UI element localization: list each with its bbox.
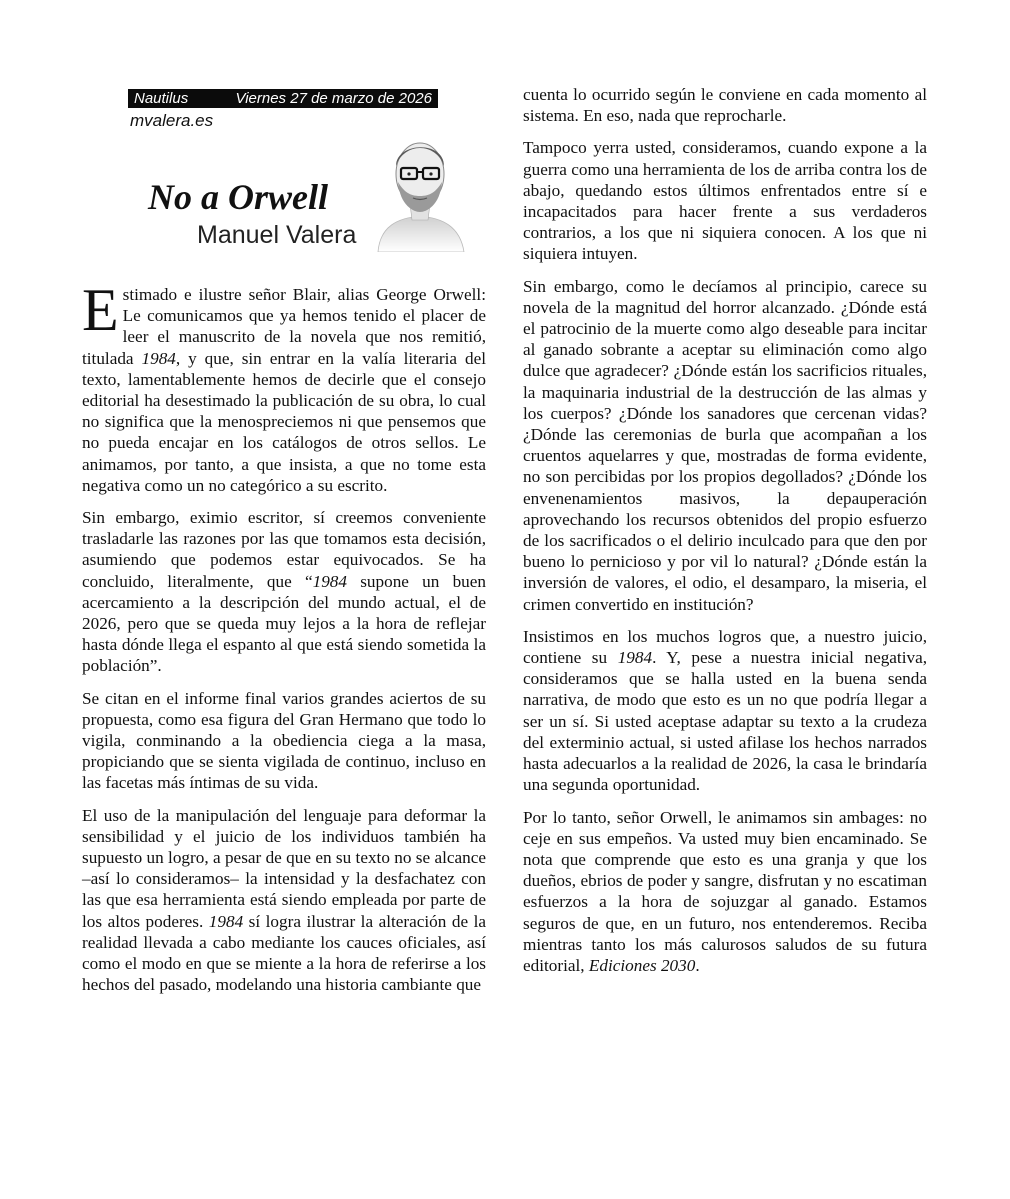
- left-column: [82, 277, 486, 1007]
- paragraph-text: El uso de la manipulación del lenguaje para deformar la sensibilidad y el juicio de los individuos también ha supuesto un logro, a pesar de que en su texto no se alcance –así lo consideramos– la intensidad y la desfachatez con las que esa herramienta está siendo empleada por parte de los altos poderes.: [82, 805, 486, 931]
- paragraph: [82, 507, 486, 677]
- author-portrait: [370, 126, 470, 252]
- paragraph-text: . Y, pese a nuestra inicial negativa, consideramos que se halla usted en la buena senda narrativa, de modo que esto es un no que podría llegar a ser un sí. Si usted aceptase adaptar su texto a la crudeza del exterminio actual, si usted afilase los hechos narrados hasta adecuarlos a la realidad de 2026, la casa le brindaría una segunda oportunidad.: [523, 648, 927, 795]
- book-title: 1984: [617, 648, 653, 668]
- paragraph: [523, 807, 927, 977]
- publisher-name: Ediciones 2030: [588, 955, 696, 975]
- article-title: No a Orwell: [148, 177, 328, 217]
- masthead-bar: [128, 89, 438, 108]
- book-title: 1984: [312, 571, 347, 591]
- paragraph-text: , y que, sin entrar en la valía literaria del texto, lamentablemente hemos de decirle que el consejo editorial ha desestimado la publicación de su obra, lo cual no significa que la menospreciemos ni que pensemos que no pueda encajar en los catálogos de otros sellos. Le animamos, por tanto, a que insista, a que no tome esta negativa como un no categórico a su escrito.: [82, 348, 486, 495]
- publication-date: Viernes 27 de marzo de 2026: [235, 90, 432, 107]
- paragraph: Tampoco yerra usted, consideramos, cuando expone a la guerra como una herramienta de los de arriba contra los de abajo, quedando estos últimos enfrentados entre sí e incapacitados para hacer frente a sus verdaderos contrarios, a los que ni siquiera conocen. A los que ni siquiera intuyen.: [523, 138, 927, 264]
- drop-cap: E: [82, 277, 119, 343]
- section-name: Nautilus: [134, 90, 189, 107]
- book-title: 1984: [208, 911, 244, 931]
- paragraph-text: .: [695, 955, 700, 975]
- paragraph: cuenta lo ocurrido según le conviene en cada momento al sistema. En eso, nada que reprocharle.: [523, 85, 927, 126]
- paragraph: Sin embargo, como le decíamos al principio, carece su novela de la magnitud del horror alcanzado. ¿Dónde está el patrocinio de la muerte como algo deseable para incitar al ganado sobrante a aceptar su eliminación como algo dulce que agradecer? ¿Dónde están los sacrificios rituales, la maquinaria industrial de la destrucción de las almas y los cuerpos? ¿Dónde los sanadores que cercenan vidas? ¿Dónde las ceremonias de burla que acompañan a los cruentos aquelarres y que, mostradas de forma evidente, no son percibidas por los propios degollados? ¿Dónde los envenenamientos masivos, la depauperación aprovechando los recursos obtenidos del propio esfuerzo de los sacrificados o el delirio inculcado para que den por bueno lo pernicioso y por vil lo natural? ¿Dónde están la inversión de valores, el odio, el desamparo, la miseria, el crimen convertido en institución?: [523, 276, 927, 614]
- paragraph: [82, 805, 486, 996]
- paragraph-text: supone un buen acercamiento a la descripción del mundo actual, el de 2026, pero que se queda muy lejos a la hora de reflejar hasta dónde llega el espanto al que está siendo sometida la población”.: [82, 571, 486, 676]
- paragraph: [82, 277, 486, 496]
- book-title: 1984: [141, 348, 176, 368]
- paragraph: Se citan en el informe final varios grandes aciertos de su propuesta, como esa figura del Gran Hermano que todo lo vigila, conminando a la obediencia ciega a la masa, propiciando que se sienta vigilada de continuo, incluso en las facetas más íntimas de su vida.: [82, 688, 486, 793]
- paragraph-text: stimado e ilustre señor Blair, alias George Orwell: Le comunicamos que ya hemos tenido el placer de leer el manuscrito de la novela que nos remitió, titulada: [82, 285, 486, 368]
- author-name: Manuel Valera: [197, 221, 357, 249]
- paragraph-text: Insistimos en los muchos logros que, a nuestro juicio, contiene su: [523, 626, 927, 668]
- paragraph-text: sí logra ilustrar la alteración de la realidad llevada a cabo mediante los cauces oficiales, así como el modo en que se miente a la hora de referirse a los hechos del pasado, modelando una historia cambiante que: [82, 911, 486, 995]
- paragraph-text: Sin embargo, eximio escritor, sí creemos conveniente trasladarle las razones por las que tomamos esta decisión, asumiendo que podemos estar equivocados. Se ha concluido, literalmente, que “: [82, 508, 486, 591]
- paragraph: [523, 626, 927, 796]
- right-column: [523, 84, 927, 987]
- paragraph-text: Por lo tanto, señor Orwell, le animamos sin ambages: no ceje en sus empeños. Va usted muy bien encaminado. Se nota que comprende que esto es una granja y que los dueños, ebrios de poder y sangre, disfrutan y no escatiman esfuerzos a la hora de sojuzgar al ganado. Estamos seguros de que, en un futuro, nos entenderemos. Reciba mientras tanto los más calurosos saludos de su futura editorial,: [523, 807, 927, 975]
- site-name: mvalera.es: [130, 111, 214, 130]
